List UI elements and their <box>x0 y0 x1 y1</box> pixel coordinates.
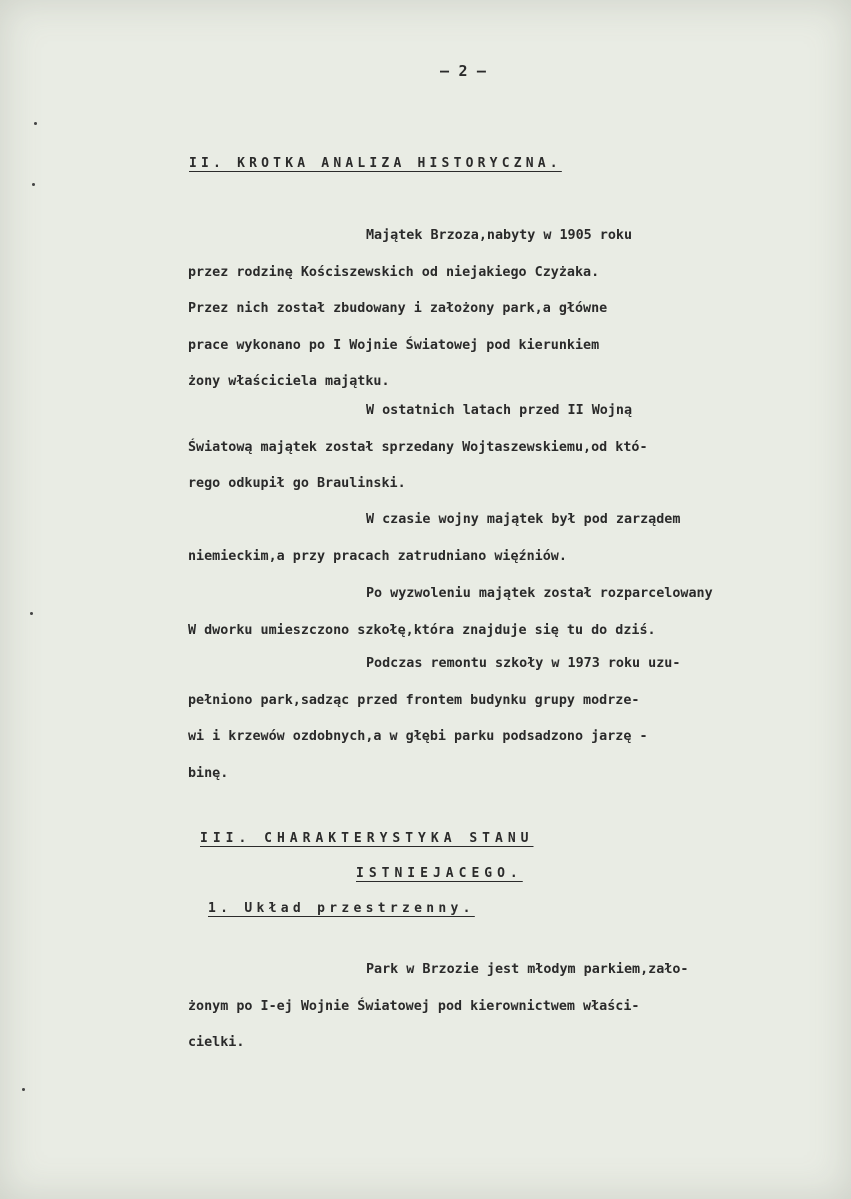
section-heading-historical-analysis: II. KROTKA ANALIZA HISTORYCZNA. <box>189 156 562 171</box>
text-line: prace wykonano po I Wojnie Światowej pod kierunkiem <box>188 337 600 353</box>
paragraph-estate-history <box>188 218 828 401</box>
text-line: W ostatnich latach przed II Wojną <box>366 403 633 418</box>
text-line: Światową majątek został sprzedany Wojtaszewskiemu,od któ- <box>188 439 648 455</box>
text-line: przez rodzinę Kościszewskich od niejakiego Czyżaka. <box>188 264 600 280</box>
paragraph-war-period <box>188 502 828 575</box>
paragraph-prewar-sale <box>188 393 828 503</box>
text-line: wi i krzewów ozdobnych,a w głębi parku podsadzono jarzę - <box>188 729 648 744</box>
text-line: binę. <box>188 765 229 781</box>
paragraph-park-description <box>188 952 828 1062</box>
text-line: żony właściciela majątku. <box>188 374 390 389</box>
text-line: W dworku umieszczono szkołę,która znajduje się tu do dziś. <box>188 622 656 638</box>
paragraph-renovation <box>188 646 828 792</box>
text-line: Podczas remontu szkoły w 1973 roku uzu- <box>366 656 681 671</box>
section-heading-current-state-continued: ISTNIEJACEGO. <box>356 866 523 881</box>
text-line: Majątek Brzoza,nabyty w 1905 roku <box>366 228 633 243</box>
subsection-heading-spatial-layout: 1. Układ przestrzenny. <box>208 901 475 916</box>
text-line: pełniono park,sadząc przed frontem budynku grupy modrze- <box>188 692 640 708</box>
text-line: Przez nich został zbudowany i założony park,a główne <box>188 301 608 316</box>
speck <box>34 122 37 125</box>
speck <box>22 1088 25 1091</box>
text-line: cielki. <box>188 1035 245 1050</box>
text-line: żonym po I-ej Wojnie Światowej pod kierownictwem właści- <box>188 998 640 1014</box>
section-heading-current-state: III. CHARAKTERYSTYKA STANU <box>200 831 534 846</box>
text-line: Park w Brzozie jest młodym parkiem,zało- <box>366 962 689 977</box>
paragraph-postwar <box>188 576 828 649</box>
page-number: — 2 — <box>440 62 487 80</box>
speck <box>32 183 35 186</box>
text-line: niemieckim,a przy pracach zatrudniano więźniów. <box>188 548 567 564</box>
text-line: W czasie wojny majątek był pod zarządem <box>366 512 681 527</box>
text-line: Po wyzwoleniu majątek został rozparcelowany <box>366 586 713 601</box>
text-line: rego odkupił go Braulinski. <box>188 476 406 491</box>
speck <box>30 612 33 615</box>
